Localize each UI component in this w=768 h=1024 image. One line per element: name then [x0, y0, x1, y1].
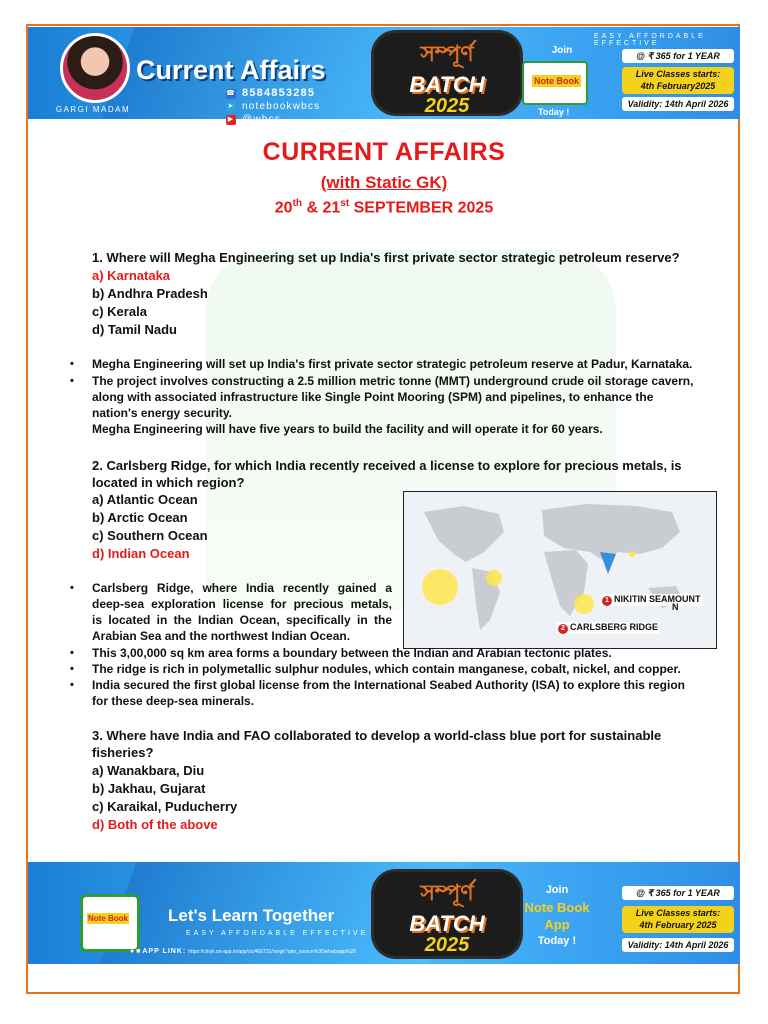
telegram-handle: notebookwbcs: [242, 101, 321, 112]
q1-bullet-2: • The project involves constructing a 2.5 million metric tonne (MMT) underground crude oil storage cavern, along with associated infrastructure like Single Point Mooring (SPM) and pipelines, to enhance the nation's energy security.: [92, 373, 698, 421]
q1-bullet-1: • Megha Engineering will set up India's first private sector strategic petroleum reserve at Padur, Karnataka.: [92, 356, 698, 372]
price-badge: @ ₹ 365 for 1 YEAR: [622, 49, 734, 63]
youtube-icon: ▶: [227, 115, 235, 123]
question-2-line-1: 2. Carlsberg Ridge, for which India recently received a license to explore for precious metals, is: [92, 458, 682, 473]
live-classes-badge: Live Classes starts: 4th February2025: [622, 67, 734, 94]
footer-validity-badge: Validity: 14th April 2026: [622, 938, 734, 952]
carlsberg-ridge-map: [403, 491, 717, 649]
notebook-logo[interactable]: Note Book: [80, 894, 140, 952]
document-date: 20th & 21st SEPTEMBER 2025: [274, 198, 494, 217]
carlsberg-ridge-label: 2 CARLSBERG RIDGE: [556, 622, 660, 634]
validity-badge: Validity: 14th April 2026: [622, 97, 734, 111]
q3-option-c: c) Karaikal, Puducherry: [92, 799, 238, 814]
footer-join-app[interactable]: Join Note Book App Today !: [524, 884, 590, 947]
q3-option-d: d) Both of the above: [92, 817, 218, 832]
q2-bullet-2: • This 3,00,000 sq km area forms a boundary between the Indian and Arabian tectonic plates.: [92, 645, 698, 661]
document-subtitle: (with Static GK): [320, 173, 448, 192]
footer-tagline: EASY AFFORDABLE EFFECTIVE: [186, 930, 369, 937]
header-tagline: EASY AFFORDABLE EFFECTIVE: [594, 33, 706, 47]
batch-badge: সম্পূর্ণ BATCH 2025: [374, 33, 520, 113]
banner-title: Current Affairs: [136, 55, 326, 85]
q2-option-d: d) Indian Ocean: [92, 546, 190, 561]
app-link[interactable]: ● ■ APP LINK: https://clnyk.on-app.in/app/oc/466731/nmgk?utm_source%3Dwhatsapp%26: [130, 948, 357, 955]
footer-slogan: Let's Learn Together: [168, 906, 335, 925]
q1-note: Megha Engineering will have five years to build the facility and will operate it for 60 years.: [92, 422, 603, 436]
notebook-app-logo[interactable]: Note Book: [522, 61, 588, 105]
telegram-icon: ➤: [227, 102, 235, 110]
q2-bullet-3: • The ridge is rich in polymetallic sulphur nodules, which contain manganese, cobalt, nickel, and copper.: [92, 661, 698, 677]
footer-batch-badge: সম্পূর্ণ BATCH 2025: [374, 872, 520, 956]
contact-info: [226, 87, 320, 126]
question-2-line-2: located in which region?: [92, 475, 245, 490]
join-label: Join: [551, 45, 573, 56]
youtube-handle: @wbcs: [242, 114, 281, 125]
apple-android-icon: ● ■: [130, 948, 143, 955]
q2-option-a: a) Atlantic Ocean: [92, 492, 198, 507]
north-arrow: N: [672, 602, 679, 612]
footer-banner: [28, 862, 740, 964]
q1-option-a: a) Karnataka: [92, 268, 171, 283]
phone-icon: ☎: [226, 89, 236, 97]
q1-option-c: c) Kerala: [92, 304, 147, 319]
teacher-avatar: [60, 33, 130, 103]
phone-number: 8584853285: [242, 87, 316, 99]
header-banner: [28, 27, 740, 125]
question-3-line-2: fisheries?: [92, 745, 154, 760]
question-1: 1. Where will Megha Engineering set up India's first private sector strategic petroleum reserve?: [92, 250, 680, 265]
q2-option-b: b) Arctic Ocean: [92, 510, 188, 525]
q1-option-d: d) Tamil Nadu: [92, 322, 177, 337]
teacher-name: GARGI MADAM: [55, 105, 131, 114]
q2-option-c: c) Southern Ocean: [92, 528, 208, 543]
q2-bullet-4: • India secured the first global license from the International Seabed Authority (ISA) to explore this region for these deep-sea minerals.: [92, 677, 698, 709]
q1-option-b: b) Andhra Pradesh: [92, 286, 208, 301]
nikitin-seamount-label: 1 NIKITIN SEAMOUNT: [600, 594, 703, 606]
q3-option-b: b) Jakhau, Gujarat: [92, 781, 206, 796]
today-label: Today !: [538, 107, 570, 117]
footer-live-classes-badge: Live Classes starts: 4th February 2025: [622, 906, 734, 933]
footer-price-badge: @ ₹ 365 for 1 YEAR: [622, 886, 734, 900]
q3-option-a: a) Wanakbara, Diu: [92, 763, 205, 778]
question-3-line-1: 3. Where have India and FAO collaborated to develop a world-class blue port for sustainable: [92, 728, 662, 743]
document-title: CURRENT AFFAIRS: [262, 138, 506, 166]
q2-bullet-1: • Carlsberg Ridge, where India recently gained a deep-sea exploration license for precious metals, is located in the Indian Ocean, specifically in the Arabian Sea and the northwest Indian Ocean.: [92, 580, 392, 644]
